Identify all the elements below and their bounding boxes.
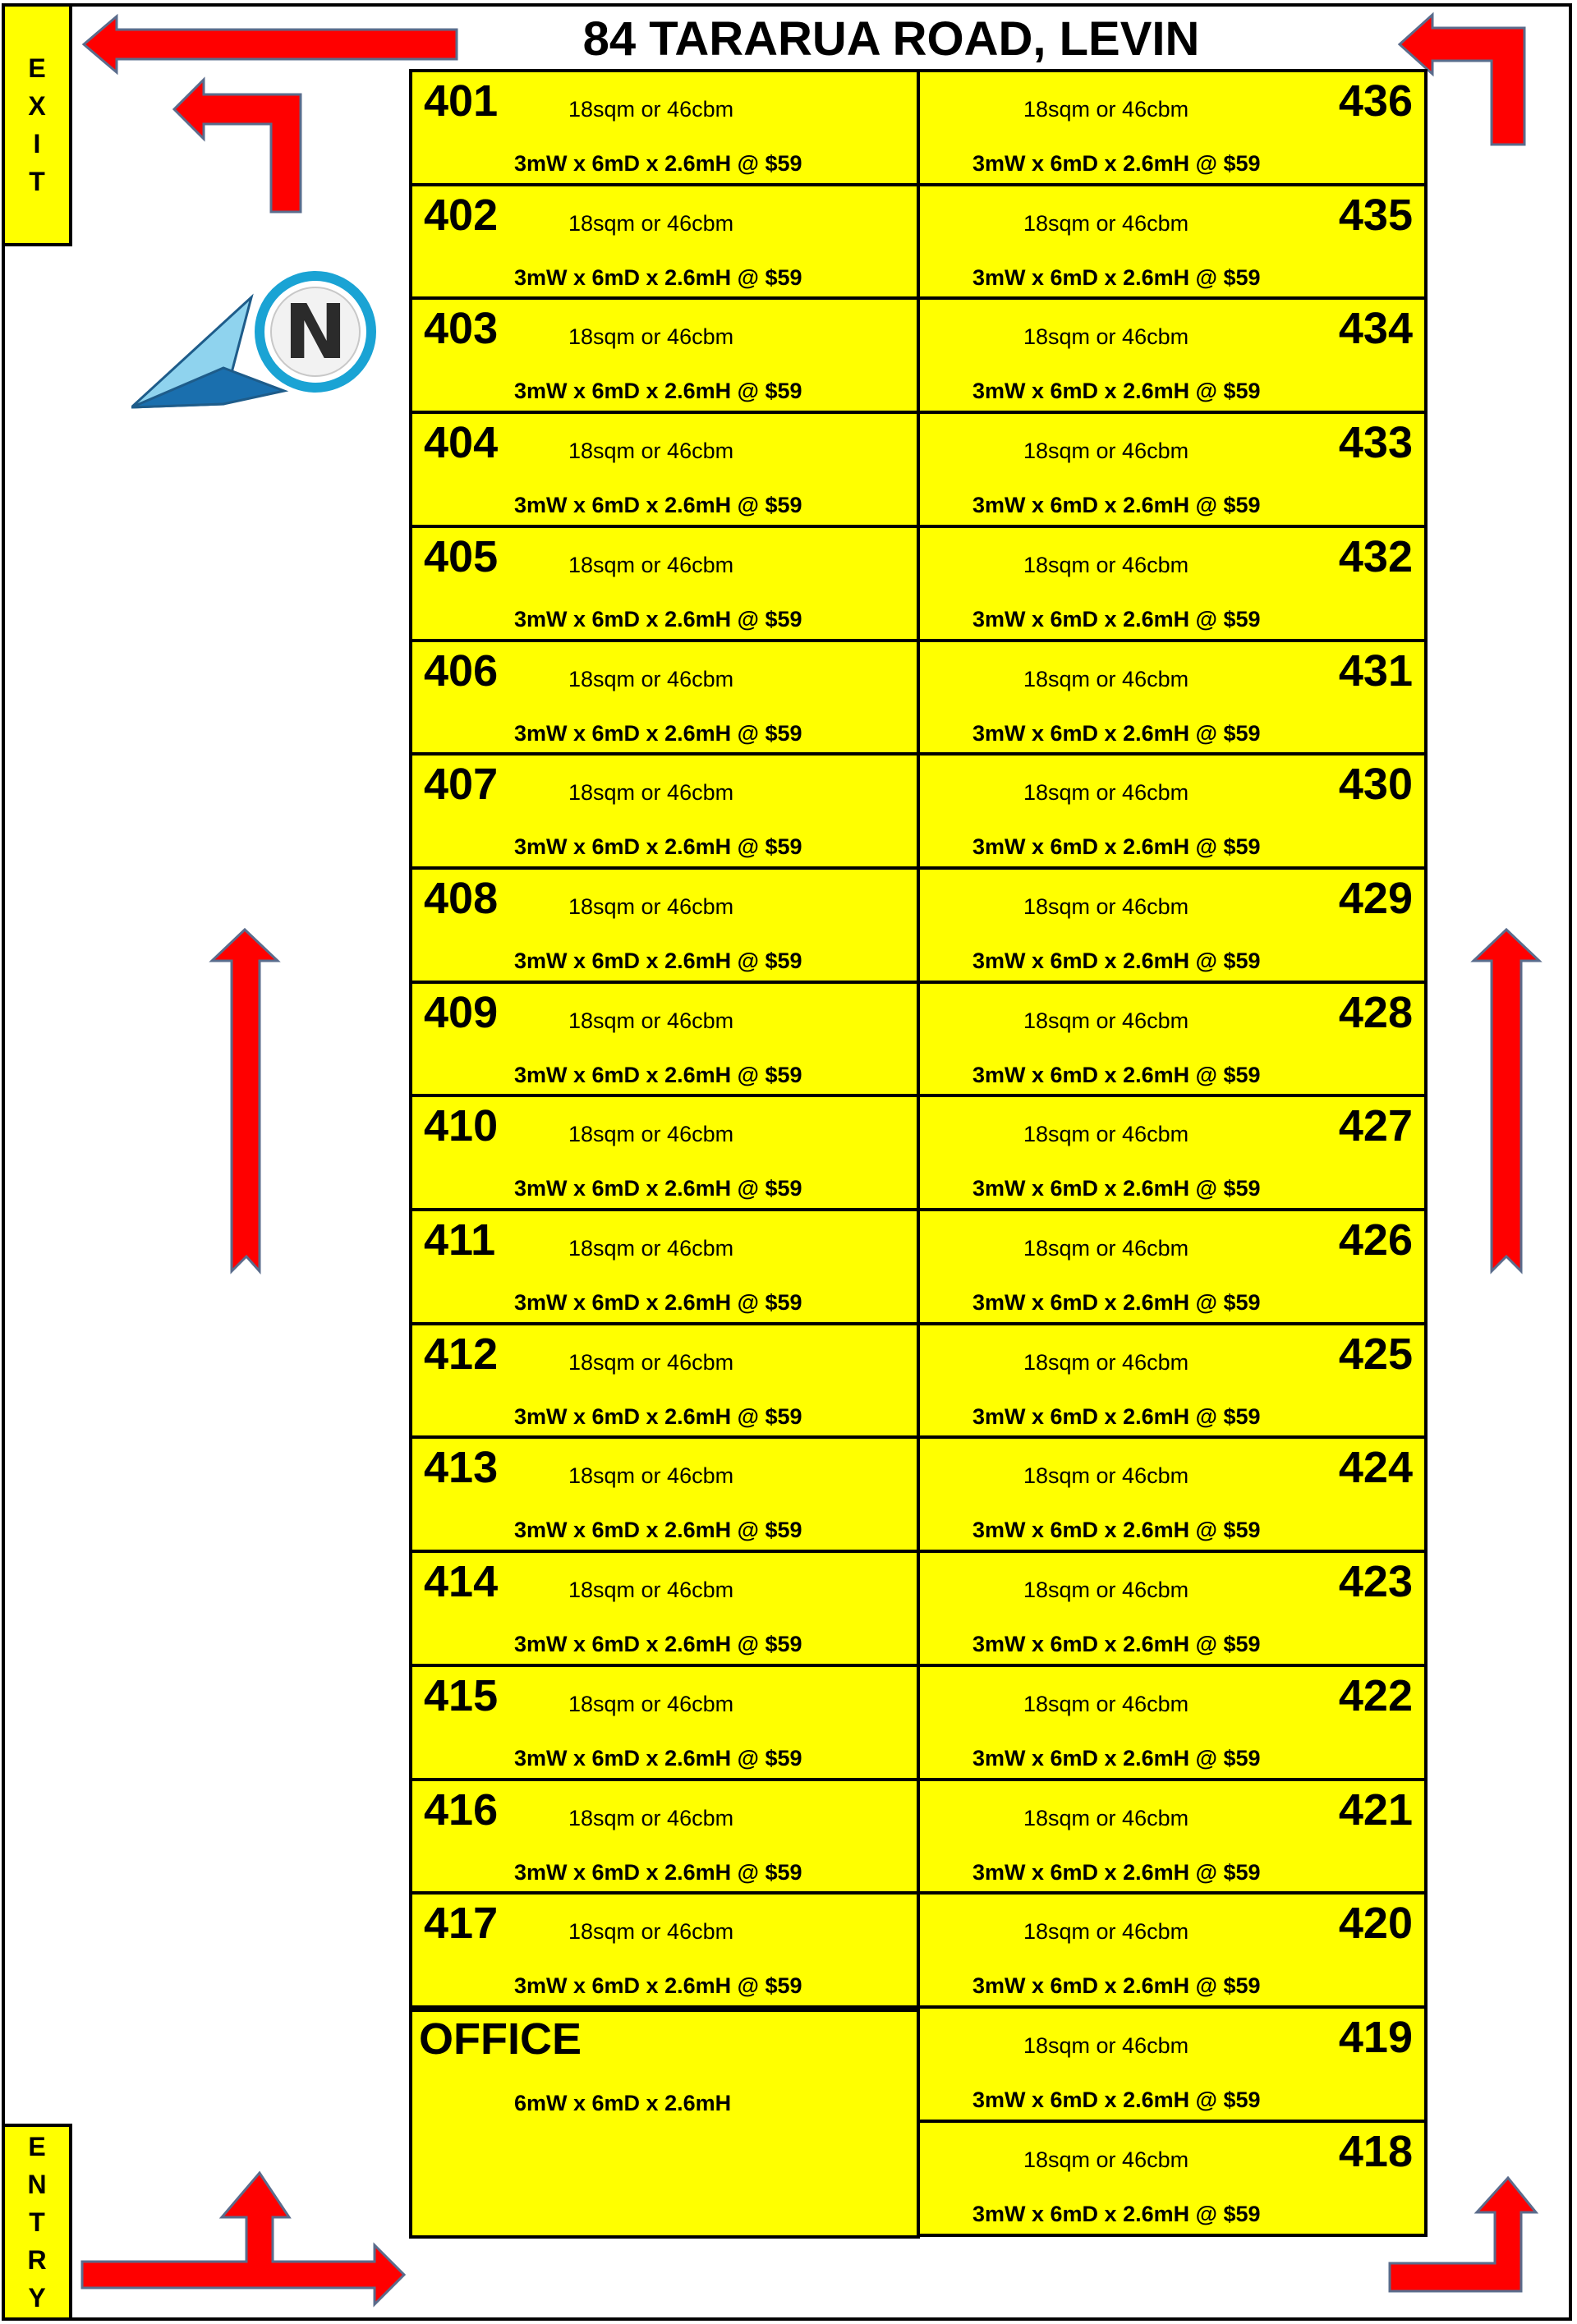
unit-dimensions-price: 3mW x 6mD x 2.6mH @ $59 — [514, 721, 802, 746]
storage-unit — [917, 2120, 1428, 2237]
unit-area: 18sqm or 46cbm — [1023, 97, 1189, 122]
storage-unit — [409, 866, 920, 984]
unit-dimensions-price: 3mW x 6mD x 2.6mH @ $59 — [972, 1860, 1261, 1885]
unit-number: 406 — [424, 646, 499, 696]
unit-dimensions-price: 3mW x 6mD x 2.6mH @ $59 — [972, 721, 1261, 746]
storage-unit — [409, 981, 920, 1098]
unit-number: 426 — [1338, 1215, 1413, 1265]
unit-dimensions-price: 3mW x 6mD x 2.6mH @ $59 — [514, 1860, 802, 1885]
unit-area: 18sqm or 46cbm — [1023, 2147, 1189, 2172]
unit-number: 413 — [424, 1443, 499, 1492]
unit-number: 409 — [424, 988, 499, 1037]
unit-number: 429 — [1338, 874, 1413, 923]
entry-letter: N — [27, 2170, 47, 2199]
unit-area: 18sqm or 46cbm — [1023, 1236, 1189, 1261]
unit-dimensions-price: 3mW x 6mD x 2.6mH @ $59 — [514, 1290, 802, 1315]
storage-unit — [917, 296, 1428, 414]
arrow-up-icon — [212, 930, 278, 1271]
unit-area: 18sqm or 46cbm — [1023, 1122, 1189, 1146]
unit-number: 401 — [424, 76, 499, 126]
unit-number: 410 — [424, 1101, 499, 1151]
arrow-left-icon — [84, 16, 457, 72]
unit-area: 18sqm or 46cbm — [1023, 439, 1189, 463]
unit-dimensions-price: 3mW x 6mD x 2.6mH @ $59 — [972, 493, 1261, 517]
unit-number: 402 — [424, 191, 499, 240]
unit-dimensions-price: 3mW x 6mD x 2.6mH @ $59 — [514, 1404, 802, 1429]
unit-dimensions-price: 3mW x 6mD x 2.6mH @ $59 — [972, 265, 1261, 290]
storage-unit — [917, 525, 1428, 642]
unit-number: 417 — [424, 1899, 499, 1948]
storage-unit — [917, 1664, 1428, 1781]
unit-number: 434 — [1338, 304, 1413, 353]
unit-dimensions-price: 3mW x 6mD x 2.6mH @ $59 — [514, 607, 802, 632]
office-block — [409, 2009, 920, 2239]
unit-area: 18sqm or 46cbm — [568, 667, 734, 691]
unit-area: 18sqm or 46cbm — [1023, 1350, 1189, 1375]
unit-dimensions-price: 3mW x 6mD x 2.6mH @ $59 — [514, 379, 802, 403]
unit-dimensions-price: 3mW x 6mD x 2.6mH @ $59 — [972, 948, 1261, 973]
storage-unit — [409, 69, 920, 186]
unit-area: 18sqm or 46cbm — [1023, 780, 1189, 805]
unit-dimensions-price: 3mW x 6mD x 2.6mH @ $59 — [972, 151, 1261, 176]
storage-unit — [409, 1435, 920, 1553]
storage-unit — [917, 1550, 1428, 1667]
unit-number: 421 — [1338, 1785, 1413, 1835]
unit-area: 18sqm or 46cbm — [1023, 211, 1189, 236]
storage-unit — [917, 411, 1428, 528]
unit-area: 18sqm or 46cbm — [568, 1122, 734, 1146]
unit-area: 18sqm or 46cbm — [1023, 1463, 1189, 1488]
exit-letter: E — [28, 53, 46, 83]
unit-area: 18sqm or 46cbm — [1023, 1578, 1189, 1602]
unit-area: 18sqm or 46cbm — [568, 211, 734, 236]
unit-dimensions-price: 3mW x 6mD x 2.6mH @ $59 — [514, 1063, 802, 1087]
unit-number: 431 — [1338, 646, 1413, 696]
storage-unit — [917, 1435, 1428, 1553]
unit-number: 427 — [1338, 1101, 1413, 1151]
storage-unit — [917, 639, 1428, 756]
unit-number: 414 — [424, 1557, 499, 1606]
unit-number: 404 — [424, 418, 499, 467]
unit-dimensions-price: 3mW x 6mD x 2.6mH @ $59 — [514, 1632, 802, 1656]
storage-unit — [917, 183, 1428, 301]
unit-area: 18sqm or 46cbm — [568, 553, 734, 577]
storage-unit — [917, 69, 1428, 186]
unit-area: 18sqm or 46cbm — [1023, 667, 1189, 691]
storage-unit — [917, 1778, 1428, 1895]
unit-number: 423 — [1338, 1557, 1413, 1606]
unit-area: 18sqm or 46cbm — [568, 894, 734, 919]
unit-dimensions-price: 3mW x 6mD x 2.6mH @ $59 — [972, 1404, 1261, 1429]
unit-dimensions-price: 3mW x 6mD x 2.6mH @ $59 — [972, 379, 1261, 403]
storage-unit — [409, 1891, 920, 2009]
storage-unit — [917, 1094, 1428, 1211]
unit-dimensions-price: 3mW x 6mD x 2.6mH @ $59 — [972, 1063, 1261, 1087]
unit-area: 18sqm or 46cbm — [568, 439, 734, 463]
unit-dimensions-price: 3mW x 6mD x 2.6mH @ $59 — [972, 1290, 1261, 1315]
unit-dimensions-price: 3mW x 6mD x 2.6mH @ $59 — [514, 834, 802, 859]
unit-dimensions-price: 3mW x 6mD x 2.6mH @ $59 — [514, 1973, 802, 1998]
unit-area: 18sqm or 46cbm — [1023, 2033, 1189, 2058]
unit-number: 424 — [1338, 1443, 1413, 1492]
storage-unit — [917, 981, 1428, 1098]
unit-area: 18sqm or 46cbm — [568, 1236, 734, 1261]
exit-letter: I — [33, 129, 41, 158]
storage-unit — [917, 752, 1428, 870]
entry-letter: E — [28, 2132, 46, 2161]
arrow-right-icon — [82, 2173, 404, 2304]
unit-area: 18sqm or 46cbm — [568, 1008, 734, 1033]
storage-unit — [409, 525, 920, 642]
unit-number: 422 — [1338, 1671, 1413, 1720]
storage-unit — [409, 1664, 920, 1781]
exit-letter: X — [28, 91, 46, 121]
unit-dimensions-price: 3mW x 6mD x 2.6mH @ $59 — [514, 948, 802, 973]
unit-dimensions-price: 3mW x 6mD x 2.6mH @ $59 — [972, 1746, 1261, 1771]
unit-area: 18sqm or 46cbm — [568, 780, 734, 805]
storage-unit — [917, 2005, 1428, 2123]
unit-dimensions-price: 3mW x 6mD x 2.6mH @ $59 — [972, 834, 1261, 859]
storage-unit — [917, 1322, 1428, 1440]
unit-number: 436 — [1338, 76, 1413, 126]
exit-letter: T — [29, 167, 45, 196]
unit-dimensions-price: 3mW x 6mD x 2.6mH @ $59 — [972, 607, 1261, 632]
unit-number: 416 — [424, 1785, 499, 1835]
storage-unit — [409, 1208, 920, 1325]
unit-dimensions-price: 3mW x 6mD x 2.6mH @ $59 — [972, 1518, 1261, 1542]
unit-number: 411 — [424, 1215, 496, 1265]
office-title: OFFICE — [419, 2014, 582, 2064]
unit-area: 18sqm or 46cbm — [1023, 324, 1189, 349]
unit-dimensions-price: 3mW x 6mD x 2.6mH @ $59 — [514, 265, 802, 290]
page-title: 84 TARARUA ROAD, LEVIN — [582, 12, 1200, 66]
unit-area: 18sqm or 46cbm — [568, 97, 734, 122]
unit-number: 432 — [1338, 532, 1413, 581]
unit-area: 18sqm or 46cbm — [568, 1919, 734, 1944]
unit-area: 18sqm or 46cbm — [568, 1350, 734, 1375]
unit-area: 18sqm or 46cbm — [568, 324, 734, 349]
unit-area: 18sqm or 46cbm — [1023, 1008, 1189, 1033]
unit-number: 428 — [1338, 988, 1413, 1037]
arrow-up-icon — [1474, 930, 1539, 1271]
unit-dimensions-price: 3mW x 6mD x 2.6mH @ $59 — [972, 1973, 1261, 1998]
storage-unit — [409, 296, 920, 414]
unit-dimensions-price: 3mW x 6mD x 2.6mH @ $59 — [514, 1176, 802, 1201]
entry-letter: R — [27, 2245, 47, 2275]
unit-dimensions-price: 3mW x 6mD x 2.6mH @ $59 — [514, 493, 802, 517]
unit-area: 18sqm or 46cbm — [1023, 1692, 1189, 1716]
unit-area: 18sqm or 46cbm — [568, 1463, 734, 1488]
storage-unit — [409, 411, 920, 528]
unit-dimensions-price: 3mW x 6mD x 2.6mH @ $59 — [972, 1176, 1261, 1201]
storage-unit — [409, 1550, 920, 1667]
unit-dimensions-price: 3mW x 6mD x 2.6mH @ $59 — [514, 1518, 802, 1542]
unit-number: 403 — [424, 304, 499, 353]
storage-unit — [917, 1891, 1428, 2009]
office-dimensions: 6mW x 6mD x 2.6mH — [514, 2091, 732, 2115]
unit-number: 415 — [424, 1671, 499, 1720]
unit-number: 408 — [424, 874, 499, 923]
storage-unit — [409, 752, 920, 870]
storage-unit — [409, 1322, 920, 1440]
unit-number: 435 — [1338, 191, 1413, 240]
unit-area: 18sqm or 46cbm — [568, 1692, 734, 1716]
unit-number: 418 — [1338, 2127, 1413, 2176]
unit-number: 412 — [424, 1330, 499, 1379]
unit-area: 18sqm or 46cbm — [568, 1578, 734, 1602]
unit-dimensions-price: 3mW x 6mD x 2.6mH @ $59 — [972, 2087, 1261, 2112]
compass-letter: N — [283, 288, 347, 376]
arrow-elbow-left-icon — [174, 80, 301, 212]
unit-number: 419 — [1338, 2013, 1413, 2062]
unit-number: 405 — [424, 532, 499, 581]
unit-dimensions-price: 3mW x 6mD x 2.6mH @ $59 — [972, 1632, 1261, 1656]
unit-area: 18sqm or 46cbm — [568, 1806, 734, 1830]
unit-area: 18sqm or 46cbm — [1023, 894, 1189, 919]
unit-dimensions-price: 3mW x 6mD x 2.6mH @ $59 — [514, 1746, 802, 1771]
unit-area: 18sqm or 46cbm — [1023, 553, 1189, 577]
storage-unit — [409, 183, 920, 301]
unit-number: 420 — [1338, 1899, 1413, 1948]
storage-unit — [409, 639, 920, 756]
unit-area: 18sqm or 46cbm — [1023, 1806, 1189, 1830]
unit-dimensions-price: 3mW x 6mD x 2.6mH @ $59 — [514, 151, 802, 176]
unit-number: 433 — [1338, 418, 1413, 467]
entry-letter: T — [29, 2207, 45, 2237]
storage-unit — [409, 1094, 920, 1211]
storage-unit — [917, 866, 1428, 984]
storage-unit — [409, 1778, 920, 1895]
unit-dimensions-price: 3mW x 6mD x 2.6mH @ $59 — [972, 2202, 1261, 2226]
unit-number: 407 — [424, 760, 499, 809]
unit-number: 430 — [1338, 760, 1413, 809]
entry-letter: Y — [28, 2283, 46, 2313]
storage-unit — [917, 1208, 1428, 1325]
unit-area: 18sqm or 46cbm — [1023, 1919, 1189, 1944]
unit-number: 425 — [1338, 1330, 1413, 1379]
